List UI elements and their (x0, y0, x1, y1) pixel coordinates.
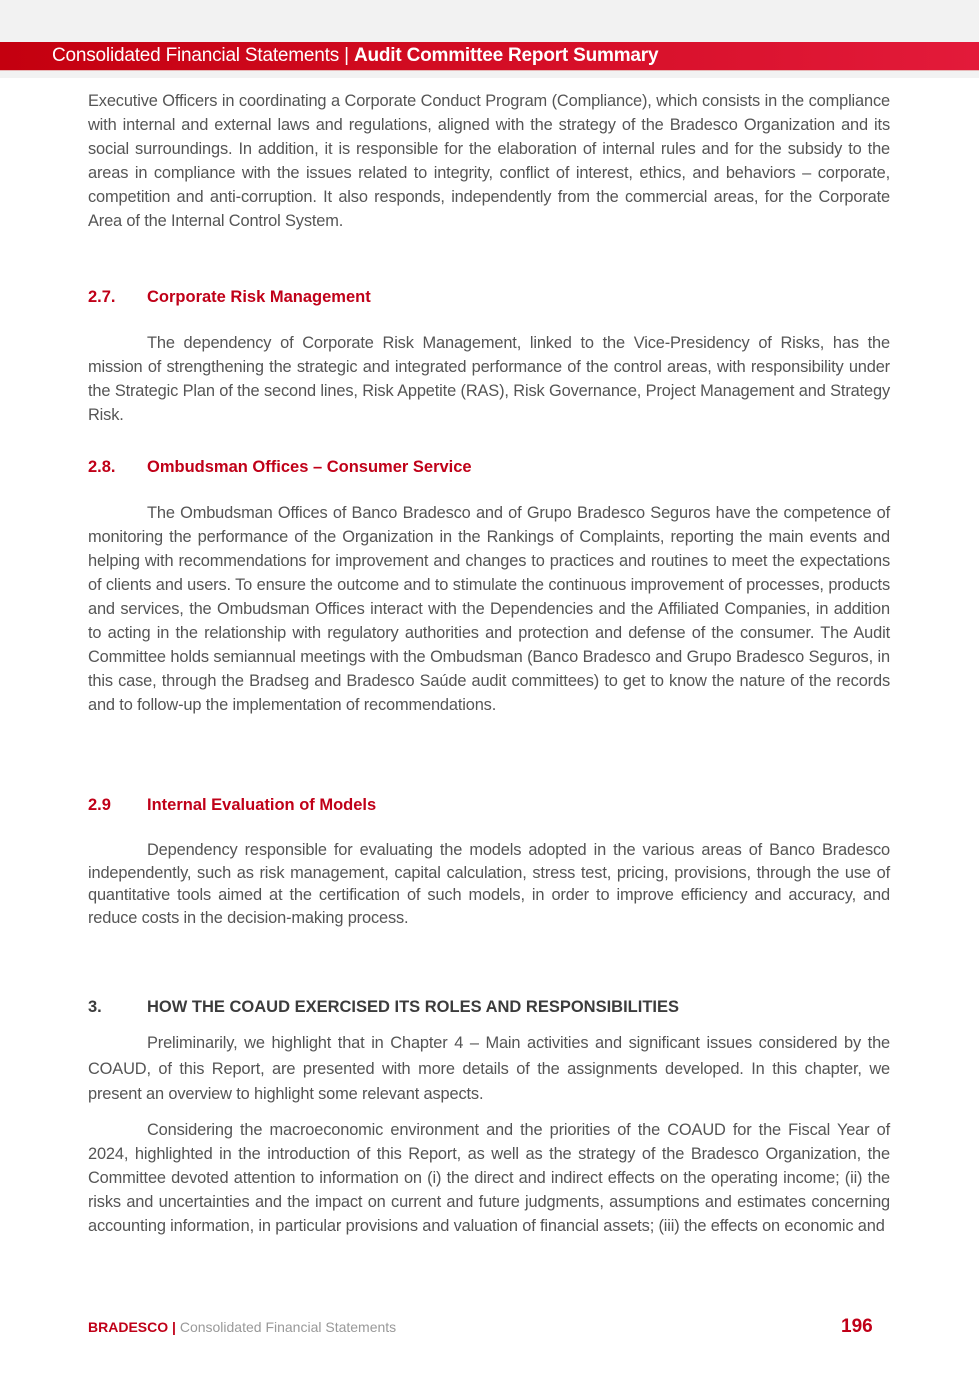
section-paragraph: The Ombudsman Offices of Banco Bradesco and of Grupo Bradesco Seguros have the competence of monitoring the performance of the Organization in the Rankings of Complaints, reporting the main events and helping with recommendations for improvement and changes to practices and routines to meet the expectations of clients and users. To ensure the outcome and to stimulate the continuous improvement of processes, products and services, the Ombudsman Offices interact with the Dependencies and the Affiliated Companies, in addition to acting in the relationship with regulatory authorities and protection and defense of the consumer. The Audit Committee holds semiannual meetings with the Ombudsman (Banco Bradesco and Grupo Bradesco Seguros, in this case, through the Bradseg and Bradesco Saúde audit committees) to get to know the nature of the records and to follow-up the implementation of recommendations. (88, 504, 890, 714)
section-heading-2-8 (88, 458, 472, 477)
header-band-shadow (0, 71, 979, 78)
header-section: Consolidated Financial Statements (52, 45, 340, 66)
header-separator: | (344, 45, 349, 66)
header-report-title: Audit Committee Report Summary (353, 45, 659, 66)
section-number: 3. (88, 998, 102, 1016)
footer (88, 1319, 396, 1335)
section-paragraph: The dependency of Corporate Risk Management, linked to the Vice-Presidency of Risks, has the mission of strengthening the strategic and integrated performance of the control areas, with responsibility under the Strategic Plan of the second lines, Risk Appetite (RAS), Risk Governance, Project Management and Strategy Risk. (88, 334, 890, 424)
footer-label: Consolidated Financial Statements (179, 1319, 397, 1335)
section-heading-2-9 (88, 796, 376, 815)
section-title: HOW THE COAUD EXERCISED ITS ROLES AND RESPONSIBILITIES (147, 998, 680, 1016)
section-paragraph: Dependency responsible for evaluating the models adopted in the various areas of Banco Bradesco independently, such as risk management, capital calculation, stress test, pricing, provisions, through the use of quantitative tools aimed at the certification of such models, in order to improve efficiency and accuracy, and reduce costs in the decision-making process. (88, 841, 890, 927)
section-number: 2.8. (88, 458, 116, 476)
section-title: Internal Evaluation of Models (147, 796, 377, 814)
footer-separator: | (172, 1319, 176, 1335)
section-paragraph: Considering the macroeconomic environment and the priorities of the COAUD for the Fiscal Year of 2024, highlighted in the introduction of this Report, as well as the strategy of the Bradesco Organization, the Committee devoted attention to information on (i) the direct and indirect effects on the operating income; (ii) the risks and uncertainties and the impact on current and future judgments, assumptions and estimates concerning accounting information, in particular provisions and valuation of financial assets; (iii) the effects on economic and (88, 1121, 890, 1235)
section-number: 2.7. (88, 288, 116, 306)
section-heading-3 (88, 998, 679, 1017)
intro-paragraph: Executive Officers in coordinating a Corporate Conduct Program (Compliance), which consists in the compliance with internal and external laws and regulations, aligned with the strategy of the Bradesco Organization and its social surroundings. In addition, it is responsible for the elaboration of internal rules and for the subsidy to the areas in compliance with the issues related to integrity, conflict of interest, ethics, and behaviors – corporate, competition and anti-corruption. It also responds, independently from the commercial areas, for the Corporate Area of the Internal Control System. (88, 92, 890, 230)
section-title: Corporate Risk Management (147, 288, 371, 306)
section-paragraph: Preliminarily, we highlight that in Chapter 4 – Main activities and significant issues considered by the COAUD, of this Report, are presented with more details of the assignments developed. In this chapter, we present an overview to highlight some relevant aspects. (88, 1034, 890, 1103)
section-title: Ombudsman Offices – Consumer Service (147, 458, 472, 476)
top-margin (0, 0, 979, 42)
section-heading-2-7 (88, 288, 371, 307)
section-number: 2.9 (88, 796, 111, 814)
footer-brand: BRADESCO (88, 1319, 169, 1335)
header-title (52, 45, 658, 67)
page-number: 196 (841, 1316, 873, 1337)
